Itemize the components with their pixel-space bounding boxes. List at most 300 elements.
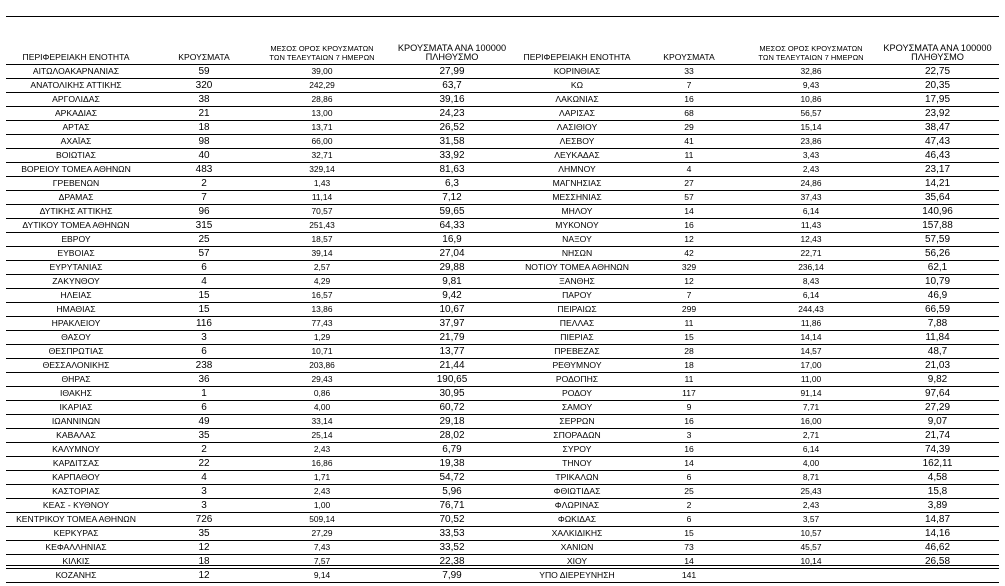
region-name-left: ΚΕΦΑΛΛΗΝΙΑΣ [6, 541, 146, 555]
cases-per-100k-right: 14,87 [876, 513, 999, 527]
top-rule [6, 16, 999, 17]
header-avg-left-line1: ΜΕΣΟΣ ΟΡΟΣ ΚΡΟΥΣΜΑΤΩΝ [270, 44, 374, 53]
cases-per-100k-left: 16,9 [382, 233, 522, 247]
cases-count-right: 6 [632, 513, 746, 527]
cases-count-right: 11 [632, 373, 746, 387]
cases-per-100k-left: 7,12 [382, 191, 522, 205]
region-name-left: ΚΕΡΚΥΡΑΣ [6, 527, 146, 541]
header-cases-left: ΚΡΟΥΣΜΑΤΑ [146, 38, 262, 65]
seven-day-average-left: 2,43 [262, 443, 382, 457]
cases-count-left: 36 [146, 373, 262, 387]
seven-day-average-right: 15,14 [746, 121, 876, 135]
region-name-left: ΒΟΡΕΙΟΥ ΤΟΜΕΑ ΑΘΗΝΩΝ [6, 163, 146, 177]
region-name-right: ΞΑΝΘΗΣ [522, 275, 632, 289]
region-name-left: ΑΡΓΟΛΙΔΑΣ [6, 93, 146, 107]
seven-day-average-right: 10,57 [746, 527, 876, 541]
table-row [6, 527, 999, 541]
seven-day-average-right: 25,43 [746, 485, 876, 499]
cases-count-right: 16 [632, 443, 746, 457]
region-name-right: ΛΕΣΒΟΥ [522, 135, 632, 149]
cases-per-100k-left: 6,79 [382, 443, 522, 457]
seven-day-average-right: 3,57 [746, 513, 876, 527]
cases-per-100k-right: 10,79 [876, 275, 999, 289]
cases-per-100k-right: 4,58 [876, 471, 999, 485]
header-rate-left-line1: ΚΡΟΥΣΜΑΤΑ ΑΝΑ 100000 [397, 43, 507, 53]
region-name-left: ΑΧΑΪΑΣ [6, 135, 146, 149]
seven-day-average-left: 4,29 [262, 275, 382, 289]
cases-count-left: 3 [146, 499, 262, 513]
seven-day-average-left: 13,00 [262, 107, 382, 121]
seven-day-average-left: 7,43 [262, 541, 382, 555]
region-name-right: ΣΕΡΡΩΝ [522, 415, 632, 429]
region-name-right: ΠΙΕΡΙΑΣ [522, 331, 632, 345]
header-rate-right-line2: ΠΛΗΘΥΣΜΟ [911, 52, 964, 62]
seven-day-average-right: 2,43 [746, 163, 876, 177]
region-name-left: ΕΥΒΟΙΑΣ [6, 247, 146, 261]
cases-per-100k-right: 140,96 [876, 205, 999, 219]
cases-count-left: 3 [146, 485, 262, 499]
seven-day-average-left: 10,71 [262, 345, 382, 359]
region-name-left: ΒΟΙΩΤΙΑΣ [6, 149, 146, 163]
region-name-right: ΛΑΣΙΘΙΟΥ [522, 121, 632, 135]
header-avg-right-line1: ΜΕΣΟΣ ΟΡΟΣ ΚΡΟΥΣΜΑΤΩΝ [759, 44, 863, 53]
region-name-right: ΛΕΥΚΑΔΑΣ [522, 149, 632, 163]
table-row [6, 499, 999, 513]
region-name-left: ΚΟΖΑΝΗΣ [6, 569, 146, 583]
cases-count-right: 42 [632, 247, 746, 261]
cases-per-100k-right: 21,74 [876, 429, 999, 443]
region-name-left: ΕΥΡΥΤΑΝΙΑΣ [6, 261, 146, 275]
seven-day-average-right: 7,71 [746, 401, 876, 415]
table-row [6, 289, 999, 303]
cases-per-100k-right: 66,59 [876, 303, 999, 317]
cases-count-right: 25 [632, 485, 746, 499]
seven-day-average-right: 17,00 [746, 359, 876, 373]
cases-per-100k-left: 64,33 [382, 219, 522, 233]
seven-day-average-right: 8,43 [746, 275, 876, 289]
cases-count-right: 7 [632, 79, 746, 93]
cases-per-100k-right: 9,07 [876, 415, 999, 429]
cases-count-left: 21 [146, 107, 262, 121]
table-row [6, 93, 999, 107]
seven-day-average-right: 10,14 [746, 555, 876, 569]
region-name-left: ΓΡΕΒΕΝΩΝ [6, 177, 146, 191]
seven-day-average-left: 70,57 [262, 205, 382, 219]
region-name-left: ΘΑΣΟΥ [6, 331, 146, 345]
table-row [6, 359, 999, 373]
region-name-left: ΙΩΑΝΝΙΝΩΝ [6, 415, 146, 429]
region-name-left: ΘΕΣΠΡΩΤΙΑΣ [6, 345, 146, 359]
table-row [6, 331, 999, 345]
bottom-rule [6, 565, 999, 566]
seven-day-average-right: 12,43 [746, 233, 876, 247]
cases-per-100k-right: 38,47 [876, 121, 999, 135]
table-row [6, 443, 999, 457]
cases-per-100k-right: 14,21 [876, 177, 999, 191]
cases-count-right: 11 [632, 149, 746, 163]
seven-day-average-left: 4,00 [262, 401, 382, 415]
cases-per-100k-left: 26,52 [382, 121, 522, 135]
seven-day-average-right: 14,14 [746, 331, 876, 345]
seven-day-average-left: 18,57 [262, 233, 382, 247]
table-row [6, 471, 999, 485]
cases-per-100k-right: 162,11 [876, 457, 999, 471]
seven-day-average-right: 11,00 [746, 373, 876, 387]
cases-per-100k-left: 33,53 [382, 527, 522, 541]
cases-per-100k-right: 14,16 [876, 527, 999, 541]
region-name-left: ΚΑΛΥΜΝΟΥ [6, 443, 146, 457]
seven-day-average-left: 1,29 [262, 331, 382, 345]
seven-day-average-left: 0,86 [262, 387, 382, 401]
cases-per-100k-left: 29,88 [382, 261, 522, 275]
cases-per-100k-left: 81,63 [382, 163, 522, 177]
region-name-right: ΦΛΩΡΙΝΑΣ [522, 499, 632, 513]
region-name-left: ΗΛΕΙΑΣ [6, 289, 146, 303]
region-name-left: ΑΝΑΤΟΛΙΚΗΣ ΑΤΤΙΚΗΣ [6, 79, 146, 93]
cases-table-container [6, 38, 999, 583]
seven-day-average-right: 23,86 [746, 135, 876, 149]
cases-count-right: 14 [632, 555, 746, 569]
table-row [6, 275, 999, 289]
cases-per-100k-left: 30,95 [382, 387, 522, 401]
region-name-right: ΧΑΝΙΩΝ [522, 541, 632, 555]
seven-day-average-left: 2,57 [262, 261, 382, 275]
cases-count-left: 12 [146, 569, 262, 583]
seven-day-average-left: 11,14 [262, 191, 382, 205]
region-name-right: ΛΑΚΩΝΙΑΣ [522, 93, 632, 107]
region-name-left: ΘΕΣΣΑΛΟΝΙΚΗΣ [6, 359, 146, 373]
cases-per-100k-left: 9,81 [382, 275, 522, 289]
table-row [6, 107, 999, 121]
cases-count-right: 18 [632, 359, 746, 373]
cases-count-right: 117 [632, 387, 746, 401]
seven-day-average-left: 2,43 [262, 485, 382, 499]
table-row [6, 513, 999, 527]
region-name-right: ΠΡΕΒΕΖΑΣ [522, 345, 632, 359]
region-name-right: ΡΟΔΟΠΗΣ [522, 373, 632, 387]
cases-per-100k-left: 21,79 [382, 331, 522, 345]
table-row [6, 485, 999, 499]
cases-per-100k-left: 21,44 [382, 359, 522, 373]
seven-day-average-left: 13,86 [262, 303, 382, 317]
cases-per-100k-left: 37,97 [382, 317, 522, 331]
seven-day-average-right: 2,43 [746, 499, 876, 513]
table-row [6, 261, 999, 275]
cases-per-100k-right: 157,88 [876, 219, 999, 233]
cases-count-left: 320 [146, 79, 262, 93]
cases-count-left: 98 [146, 135, 262, 149]
seven-day-average-left: 25,14 [262, 429, 382, 443]
seven-day-average-right: 11,43 [746, 219, 876, 233]
cases-per-100k-right: 15,8 [876, 485, 999, 499]
cases-count-right: 2 [632, 499, 746, 513]
cases-per-100k-right: 21,03 [876, 359, 999, 373]
cases-count-right: 16 [632, 93, 746, 107]
cases-count-left: 40 [146, 149, 262, 163]
table-row [6, 191, 999, 205]
region-name-left: ΙΘΑΚΗΣ [6, 387, 146, 401]
cases-count-left: 49 [146, 415, 262, 429]
table-row [6, 163, 999, 177]
cases-count-left: 35 [146, 429, 262, 443]
cases-count-left: 4 [146, 471, 262, 485]
seven-day-average-left: 7,57 [262, 555, 382, 569]
region-name-left: ΚΑΡΔΙΤΣΑΣ [6, 457, 146, 471]
table-row [6, 205, 999, 219]
cases-count-left: 7 [146, 191, 262, 205]
cases-count-left: 315 [146, 219, 262, 233]
cases-count-right: 4 [632, 163, 746, 177]
seven-day-average-left: 32,71 [262, 149, 382, 163]
region-name-right: ΤΡΙΚΑΛΩΝ [522, 471, 632, 485]
region-name-right: ΝΑΞΟΥ [522, 233, 632, 247]
cases-per-100k-right: 48,7 [876, 345, 999, 359]
region-name-left: ΚΑΣΤΟΡΙΑΣ [6, 485, 146, 499]
cases-count-left: 15 [146, 303, 262, 317]
cases-per-100k-left: 27,04 [382, 247, 522, 261]
region-name-right: ΦΩΚΙΔΑΣ [522, 513, 632, 527]
seven-day-average-left: 39,00 [262, 65, 382, 79]
region-name-left: ΚΑΒΑΛΑΣ [6, 429, 146, 443]
cases-per-100k-right: 20,35 [876, 79, 999, 93]
header-region-left: ΠΕΡΙΦΕΡΕΙΑΚΗ ΕΝΟΤΗΤΑ [6, 38, 146, 65]
seven-day-average-right: 22,71 [746, 247, 876, 261]
cases-count-left: 15 [146, 289, 262, 303]
cases-count-right: 6 [632, 471, 746, 485]
seven-day-average-right: 2,71 [746, 429, 876, 443]
seven-day-average-left: 16,86 [262, 457, 382, 471]
cases-count-left: 1 [146, 387, 262, 401]
cases-per-100k-left: 24,23 [382, 107, 522, 121]
table-row [6, 401, 999, 415]
seven-day-average-right: 244,43 [746, 303, 876, 317]
cases-count-right: 9 [632, 401, 746, 415]
cases-per-100k-left: 31,58 [382, 135, 522, 149]
cases-per-100k-left: 6,3 [382, 177, 522, 191]
cases-per-100k-right: 47,43 [876, 135, 999, 149]
regional-cases-table [6, 38, 999, 583]
table-row [6, 79, 999, 93]
seven-day-average-left: 329,14 [262, 163, 382, 177]
seven-day-average-right: 4,00 [746, 457, 876, 471]
region-name-left: ΕΒΡΟΥ [6, 233, 146, 247]
region-name-right: ΦΘΙΩΤΙΔΑΣ [522, 485, 632, 499]
region-name-left: ΗΡΑΚΛΕΙΟΥ [6, 317, 146, 331]
seven-day-average-left: 77,43 [262, 317, 382, 331]
seven-day-average-right: 24,86 [746, 177, 876, 191]
cases-per-100k-left: 60,72 [382, 401, 522, 415]
cases-count-left: 2 [146, 443, 262, 457]
header-avg-right-line2: ΤΩΝ ΤΕΛΕΥΤΑΙΩΝ 7 ΗΜΕΡΩΝ [758, 53, 864, 62]
cases-per-100k-right: 17,95 [876, 93, 999, 107]
seven-day-average-left: 27,29 [262, 527, 382, 541]
cases-per-100k-left: 9,42 [382, 289, 522, 303]
cases-per-100k-right: 57,59 [876, 233, 999, 247]
cases-per-100k-left: 5,96 [382, 485, 522, 499]
table-row [6, 219, 999, 233]
region-name-right: ΠΑΡΟΥ [522, 289, 632, 303]
cases-per-100k-left: 76,71 [382, 499, 522, 513]
header-rate-right-line1: ΚΡΟΥΣΜΑΤΑ ΑΝΑ 100000 [883, 43, 992, 53]
region-name-right: ΣΠΟΡΑΔΩΝ [522, 429, 632, 443]
cases-per-100k-left: 54,72 [382, 471, 522, 485]
cases-count-right: 14 [632, 457, 746, 471]
region-name-left: ΑΡΤΑΣ [6, 121, 146, 135]
table-row [6, 373, 999, 387]
cases-per-100k-right: 22,75 [876, 65, 999, 79]
table-row [6, 121, 999, 135]
cases-per-100k-left: 28,02 [382, 429, 522, 443]
cases-count-left: 6 [146, 401, 262, 415]
header-rate-left [382, 38, 522, 65]
seven-day-average-left: 33,14 [262, 415, 382, 429]
region-name-right: ΚΩ [522, 79, 632, 93]
cases-count-right: 11 [632, 317, 746, 331]
cases-count-right: 27 [632, 177, 746, 191]
region-name-right: ΛΗΜΝΟΥ [522, 163, 632, 177]
cases-count-right: 16 [632, 219, 746, 233]
cases-count-right: 41 [632, 135, 746, 149]
cases-per-100k-right: 74,39 [876, 443, 999, 457]
cases-per-100k-left: 10,67 [382, 303, 522, 317]
seven-day-average-right: 6,14 [746, 205, 876, 219]
cases-per-100k-right: 62,1 [876, 261, 999, 275]
region-name-left: ΘΗΡΑΣ [6, 373, 146, 387]
seven-day-average-left: 13,71 [262, 121, 382, 135]
seven-day-average-left: 9,14 [262, 569, 382, 583]
cases-per-100k-left: 59,65 [382, 205, 522, 219]
cases-per-100k-right: 46,43 [876, 149, 999, 163]
table-row [6, 429, 999, 443]
table-row [6, 317, 999, 331]
cases-per-100k-left: 19,38 [382, 457, 522, 471]
header-avg-left-line2: ΤΩΝ ΤΕΛΕΥΤΑΙΩΝ 7 ΗΜΕΡΩΝ [269, 53, 375, 62]
region-name-left: ΔΡΑΜΑΣ [6, 191, 146, 205]
region-name-right: ΜΑΓΝΗΣΙΑΣ [522, 177, 632, 191]
header-avg-left [262, 38, 382, 65]
cases-count-right: 28 [632, 345, 746, 359]
seven-day-average-right: 6,14 [746, 443, 876, 457]
cases-count-left: 6 [146, 261, 262, 275]
seven-day-average-left: 1,00 [262, 499, 382, 513]
cases-count-left: 726 [146, 513, 262, 527]
region-name-left: ΔΥΤΙΚΗΣ ΑΤΤΙΚΗΣ [6, 205, 146, 219]
region-name-left: ΔΥΤΙΚΟΥ ΤΟΜΕΑ ΑΘΗΝΩΝ [6, 219, 146, 233]
cases-count-right: 16 [632, 415, 746, 429]
seven-day-average-right: 6,14 [746, 289, 876, 303]
cases-per-100k-right: 97,64 [876, 387, 999, 401]
cases-count-right: 57 [632, 191, 746, 205]
region-name-right: ΠΕΛΛΑΣ [522, 317, 632, 331]
seven-day-average-left: 509,14 [262, 513, 382, 527]
region-name-right: ΧΙΟΥ [522, 555, 632, 569]
cases-per-100k-left: 13,77 [382, 345, 522, 359]
table-row [6, 457, 999, 471]
cases-per-100k-right: 56,26 [876, 247, 999, 261]
table-row [6, 233, 999, 247]
seven-day-average-left: 251,43 [262, 219, 382, 233]
cases-count-left: 18 [146, 121, 262, 135]
seven-day-average-right: 9,43 [746, 79, 876, 93]
seven-day-average-left: 203,86 [262, 359, 382, 373]
cases-per-100k-right: 35,64 [876, 191, 999, 205]
seven-day-average-right: 10,86 [746, 93, 876, 107]
cases-per-100k-right: 46,9 [876, 289, 999, 303]
header-region-right: ΠΕΡΙΦΕΡΕΙΑΚΗ ΕΝΟΤΗΤΑ [522, 38, 632, 65]
cases-per-100k-left: 27,99 [382, 65, 522, 79]
table-row [6, 303, 999, 317]
seven-day-average-right: 56,57 [746, 107, 876, 121]
table-row [6, 135, 999, 149]
cases-count-left: 25 [146, 233, 262, 247]
cases-count-right: 141 [632, 569, 746, 583]
region-name-left: ΚΑΡΠΑΘΟΥ [6, 471, 146, 485]
seven-day-average-left: 16,57 [262, 289, 382, 303]
cases-per-100k-right: 3,89 [876, 499, 999, 513]
cases-count-left: 3 [146, 331, 262, 345]
seven-day-average-left: 29,43 [262, 373, 382, 387]
table-row [6, 415, 999, 429]
seven-day-average-left: 1,43 [262, 177, 382, 191]
cases-count-left: 4 [146, 275, 262, 289]
cases-per-100k-right: 23,17 [876, 163, 999, 177]
cases-per-100k-left: 39,16 [382, 93, 522, 107]
cases-per-100k-left: 70,52 [382, 513, 522, 527]
cases-count-left: 96 [146, 205, 262, 219]
region-name-right: ΡΟΔΟΥ [522, 387, 632, 401]
cases-count-right: 68 [632, 107, 746, 121]
cases-per-100k-right: 7,88 [876, 317, 999, 331]
region-name-right: ΝΗΣΩΝ [522, 247, 632, 261]
cases-per-100k-right: 9,82 [876, 373, 999, 387]
region-name-right: ΜΕΣΣΗΝΙΑΣ [522, 191, 632, 205]
cases-count-left: 116 [146, 317, 262, 331]
region-name-left: ΚΙΛΚΙΣ [6, 555, 146, 569]
cases-per-100k-right: 23,92 [876, 107, 999, 121]
cases-count-right: 7 [632, 289, 746, 303]
cases-count-left: 59 [146, 65, 262, 79]
cases-count-left: 22 [146, 457, 262, 471]
cases-per-100k-left: 29,18 [382, 415, 522, 429]
region-name-left: ΙΚΑΡΙΑΣ [6, 401, 146, 415]
region-name-left: ΑΡΚΑΔΙΑΣ [6, 107, 146, 121]
seven-day-average-left: 28,86 [262, 93, 382, 107]
cases-count-right: 329 [632, 261, 746, 275]
table-row [6, 65, 999, 79]
region-name-right: ΣΥΡΟΥ [522, 443, 632, 457]
region-name-left: ΑΙΤΩΛΟΑΚΑΡΝΑΝΙΑΣ [6, 65, 146, 79]
cases-per-100k-left: 63,7 [382, 79, 522, 93]
cases-per-100k-left: 33,52 [382, 541, 522, 555]
seven-day-average-right: 236,14 [746, 261, 876, 275]
cases-count-right: 15 [632, 527, 746, 541]
header-rate-right [876, 38, 999, 65]
region-name-left: ΚΕΝΤΡΙΚΟΥ ΤΟΜΕΑ ΑΘΗΝΩΝ [6, 513, 146, 527]
region-name-right: ΧΑΛΚΙΔΙΚΗΣ [522, 527, 632, 541]
cases-per-100k-right: 27,29 [876, 401, 999, 415]
seven-day-average-right: 3,43 [746, 149, 876, 163]
region-name-right: ΝΟΤΙΟΥ ΤΟΜΕΑ ΑΘΗΝΩΝ [522, 261, 632, 275]
region-name-right: ΜΗΛΟΥ [522, 205, 632, 219]
table-row [6, 387, 999, 401]
cases-per-100k-right: 46,62 [876, 541, 999, 555]
cases-count-right: 33 [632, 65, 746, 79]
cases-count-left: 238 [146, 359, 262, 373]
cases-count-right: 12 [632, 233, 746, 247]
header-avg-right [746, 38, 876, 65]
seven-day-average-right: 8,71 [746, 471, 876, 485]
seven-day-average-right: 32,86 [746, 65, 876, 79]
